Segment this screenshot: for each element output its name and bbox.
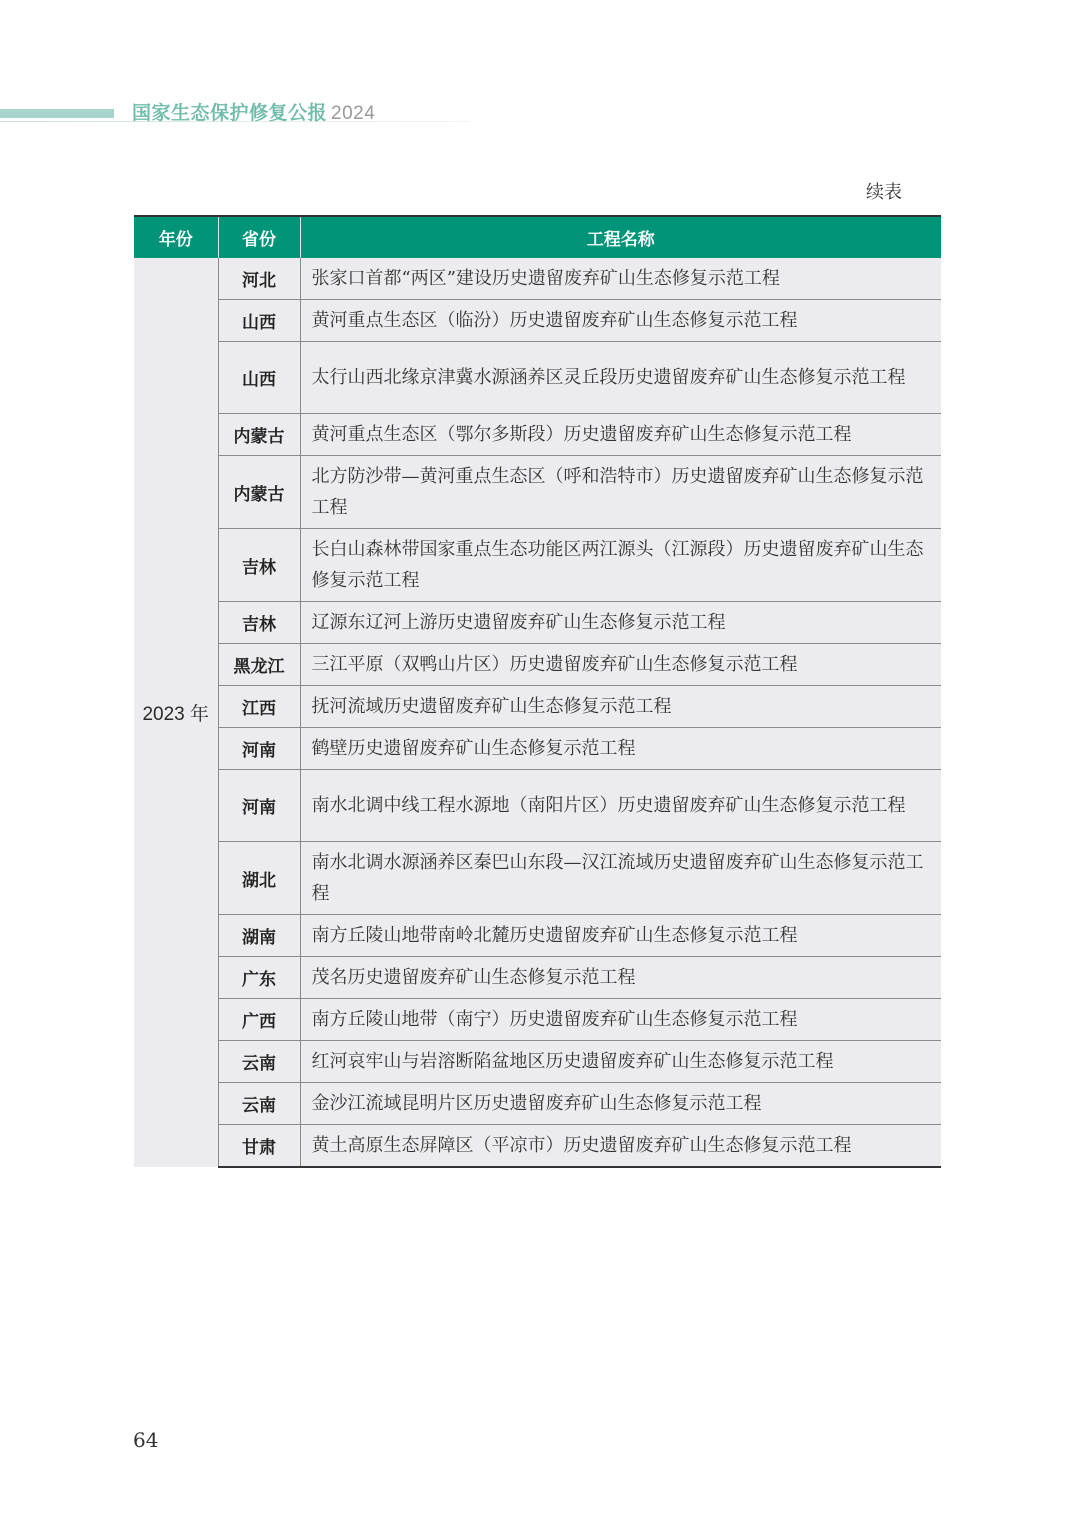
project-cell: 北方防沙带—黄河重点生态区（呼和浩特市）历史遗留废弃矿山生态修复示范工程 (300, 456, 941, 529)
table-row (134, 770, 941, 842)
province-cell: 河北 (218, 258, 300, 300)
table-row (134, 957, 941, 999)
column-header-year: 年份 (134, 216, 218, 258)
province-cell: 河南 (218, 770, 300, 842)
table-row (134, 999, 941, 1041)
province-cell: 湖南 (218, 915, 300, 957)
table-row (134, 602, 941, 644)
table-row (134, 529, 941, 602)
project-cell: 黄土高原生态屏障区（平凉市）历史遗留废弃矿山生态修复示范工程 (300, 1125, 941, 1168)
province-cell: 山西 (218, 300, 300, 342)
province-cell: 山西 (218, 342, 300, 414)
table-row (134, 1083, 941, 1125)
continued-table-label: 续表 (866, 182, 902, 203)
project-cell: 南水北调水源涵养区秦巴山东段—汉江流域历史遗留废弃矿山生态修复示范工程 (300, 842, 941, 915)
province-cell: 吉林 (218, 602, 300, 644)
province-cell: 内蒙古 (218, 456, 300, 529)
table-row (134, 842, 941, 915)
table-row (134, 258, 941, 300)
project-cell: 金沙江流域昆明片区历史遗留废弃矿山生态修复示范工程 (300, 1083, 941, 1125)
table-row (134, 728, 941, 770)
project-cell: 南方丘陵山地带（南宁）历史遗留废弃矿山生态修复示范工程 (300, 999, 941, 1041)
running-header (132, 98, 375, 125)
page-number: 64 (133, 1428, 159, 1452)
province-cell: 云南 (218, 1041, 300, 1083)
project-cell: 黄河重点生态区（临汾）历史遗留废弃矿山生态修复示范工程 (300, 300, 941, 342)
project-cell: 长白山森林带国家重点生态功能区两江源头（江源段）历史遗留废弃矿山生态修复示范工程 (300, 529, 941, 602)
table-row (134, 915, 941, 957)
project-cell: 张家口首都“两区”建设历史遗留废弃矿山生态修复示范工程 (300, 258, 941, 300)
project-cell: 南方丘陵山地带南岭北麓历史遗留废弃矿山生态修复示范工程 (300, 915, 941, 957)
header-year: 2024 (331, 103, 376, 124)
header-title: 国家生态保护修复公报 (132, 102, 328, 124)
table-header-row (134, 216, 941, 258)
table-row (134, 1125, 941, 1168)
project-cell: 红河哀牢山与岩溶断陷盆地区历史遗留废弃矿山生态修复示范工程 (300, 1041, 941, 1083)
province-cell: 广东 (218, 957, 300, 999)
province-cell: 江西 (218, 686, 300, 728)
project-cell: 抚河流域历史遗留废弃矿山生态修复示范工程 (300, 686, 941, 728)
projects-table (134, 215, 941, 1168)
project-cell: 黄河重点生态区（鄂尔多斯段）历史遗留废弃矿山生态修复示范工程 (300, 414, 941, 456)
column-header-project: 工程名称 (300, 216, 941, 258)
province-cell: 河南 (218, 728, 300, 770)
table-row (134, 342, 941, 414)
table-row (134, 456, 941, 529)
table-row (134, 300, 941, 342)
year-cell: 2023 年 (134, 258, 218, 1167)
project-cell: 南水北调中线工程水源地（南阳片区）历史遗留废弃矿山生态修复示范工程 (300, 770, 941, 842)
project-cell: 鹤壁历史遗留废弃矿山生态修复示范工程 (300, 728, 941, 770)
project-cell: 三江平原（双鸭山片区）历史遗留废弃矿山生态修复示范工程 (300, 644, 941, 686)
project-cell: 辽源东辽河上游历史遗留废弃矿山生态修复示范工程 (300, 602, 941, 644)
header-accent-bar (0, 109, 114, 118)
table-row (134, 1041, 941, 1083)
project-cell: 太行山西北缘京津冀水源涵养区灵丘段历史遗留废弃矿山生态修复示范工程 (300, 342, 941, 414)
province-cell: 湖北 (218, 842, 300, 915)
project-cell: 茂名历史遗留废弃矿山生态修复示范工程 (300, 957, 941, 999)
province-cell: 广西 (218, 999, 300, 1041)
table-row (134, 644, 941, 686)
province-cell: 吉林 (218, 529, 300, 602)
column-header-province: 省份 (218, 216, 300, 258)
province-cell: 甘肃 (218, 1125, 300, 1168)
province-cell: 黑龙江 (218, 644, 300, 686)
table-row (134, 414, 941, 456)
province-cell: 云南 (218, 1083, 300, 1125)
province-cell: 内蒙古 (218, 414, 300, 456)
table-row (134, 686, 941, 728)
